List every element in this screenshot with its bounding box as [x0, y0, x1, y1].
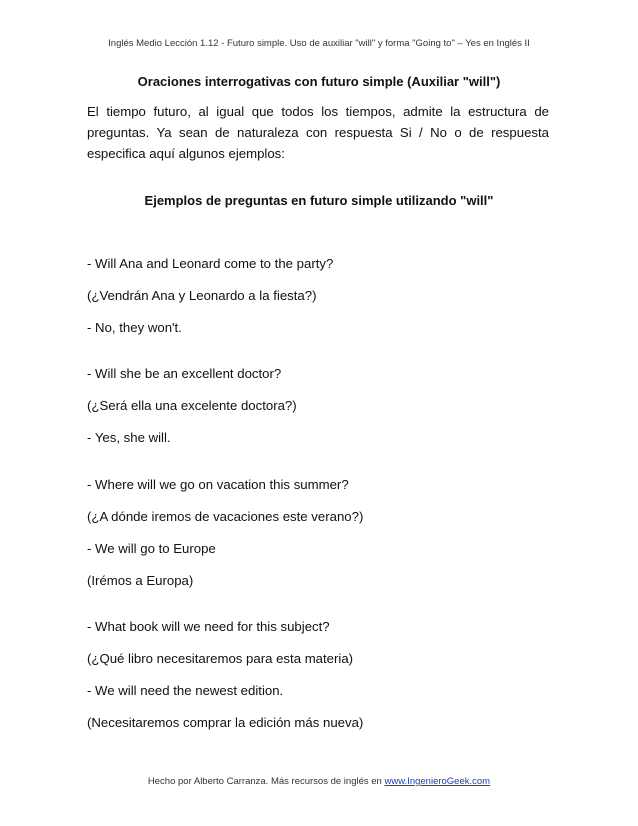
example-question: - Will she be an excellent doctor? — [87, 366, 282, 381]
example-answer-translation: (Necesitaremos comprar la edición más nueva) — [87, 715, 364, 730]
example-translation: (¿Será ella una excelente doctora?) — [87, 398, 297, 413]
page-footer — [0, 776, 638, 787]
example-answer: - Yes, she will. — [87, 430, 171, 445]
example-answer: - We will go to Europe — [87, 541, 216, 556]
intro-paragraph: El tiempo futuro, al igual que todos los tiempos, admite la estructura de preguntas. Ya sean de naturaleza con respuesta Si / No o de respuesta especifica aquí algunos ejemplos: — [87, 104, 549, 161]
example-answer: - We will need the newest edition. — [87, 683, 284, 698]
example-question: - Will Ana and Leonard come to the party? — [87, 256, 334, 271]
example-answer-translation: (Irémos a Europa) — [87, 573, 194, 588]
example-question: - Where will we go on vacation this summer? — [87, 477, 349, 492]
section-title-examples: Ejemplos de preguntas en futuro simple utilizando "will" — [144, 193, 494, 208]
example-translation: (¿A dónde iremos de vacaciones este verano?) — [87, 509, 364, 524]
example-translation: (¿Qué libro necesitaremos para esta materia) — [87, 651, 354, 666]
ingenierogeek-link[interactable]: www.IngenieroGeek.com — [384, 776, 491, 787]
example-question: - What book will we need for this subject? — [87, 619, 330, 634]
footer-text: Hecho por Alberto Carranza. Más recursos de inglés en — [147, 776, 385, 787]
section-title-interrogative: Oraciones interrogativas con futuro simple (Auxiliar "will") — [137, 74, 501, 89]
example-answer: - No, they won't. — [87, 320, 182, 335]
example-translation: (¿Vendrán Ana y Leonardo a la fiesta?) — [87, 288, 317, 303]
page-header: Inglés Medio Lección 1.12 - Futuro simple. Uso de auxiliar "will" y forma "Going to" – Yes en Inglés II — [108, 38, 530, 49]
